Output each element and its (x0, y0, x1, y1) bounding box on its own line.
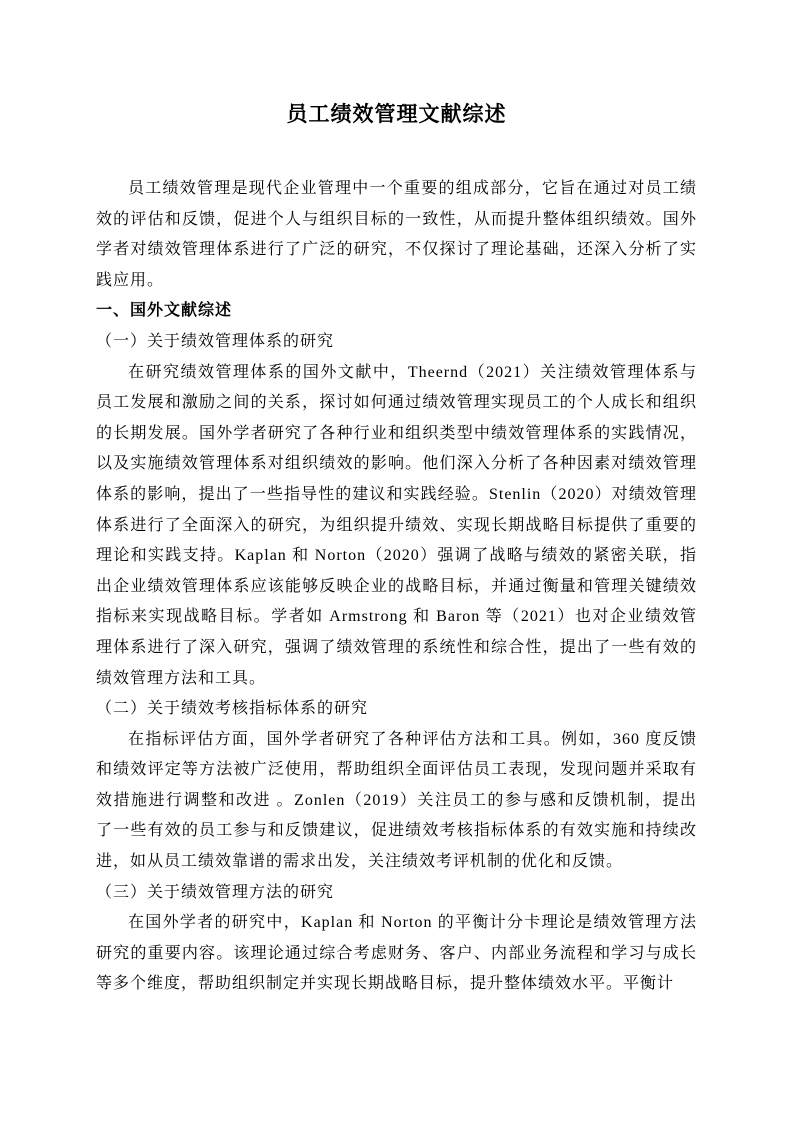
subsection-2-heading: （二）关于绩效考核指标体系的研究 (96, 700, 369, 718)
subsection-1-heading: （一）关于绩效管理体系的研究 (96, 332, 335, 350)
section-1-heading: 一、国外文献综述 (96, 302, 233, 320)
intro-paragraph: 员工绩效管理是现代企业管理中一个重要的组成部分，它旨在通过对员工绩效的评估和反馈，促进个人与组织目标的一致性，从而提升整体组织绩效。国外学者对绩效管理体系进行了广泛的研究，不仅探讨了理论基础，还深入分析了实践应用。 (96, 180, 697, 289)
subsection-1-body: 在研究绩效管理体系的国外文献中，Theernd（2021）关注绩效管理体系与员工发展和激励之间的关系，探讨如何通过绩效管理实现员工的个人成长和组织的长期发展。国外学者研究了各种行业和组织类型中绩效管理体系的实践情况，以及实施绩效管理体系对组织绩效的影响。他们深入分析了各种因素对绩效管理体系的影响，提出了一些指导性的建议和实践经验。Stenlin（2020）对绩效管理体系进行了全面深入的研究，为组织提升绩效、实现长期战略目标提供了重要的理论和实践支持。Kaplan 和 Norton（2020）强调了战略与绩效的紧密关联，指出企业绩效管理体系应该能够反映企业的战略目标，并通过衡量和管理关键绩效指标来实现战略目标。学者如 Armstrong 和 Baron 等（2021）也对企业绩效管理体系进行了深入研究，强调了绩效管理的系统性和综合性，提出了一些有效的绩效管理方法和工具。 (96, 363, 697, 687)
subsection-2-body: 在指标评估方面，国外学者研究了各种评估方法和工具。例如，360 度反馈和绩效评定等方法被广泛使用，帮助组织全面评估员工表现，发现问题并采取有效措施进行调整和改进 。Zonlen（2019）关注员工的参与感和反馈机制，提出了一些有效的员工参与和反馈建议，促进绩效考核指标体系的有效实施和持续改进，如从员工绩效靠谱的需求出发，关注绩效考评机制的优化和反馈。 (96, 730, 697, 871)
subsection-3-body: 在国外学者的研究中，Kaplan 和 Norton 的平衡计分卡理论是绩效管理方法研究的重要内容。该理论通过综合考虑财务、客户、内部业务流程和学习与成长等多个维度，帮助组织制定并实现长期战略目标，提升整体绩效水平。平衡计 (96, 914, 697, 993)
subsection-3-heading: （三）关于绩效管理方法的研究 (96, 883, 335, 901)
document-title: 员工绩效管理文献综述 (286, 102, 507, 126)
